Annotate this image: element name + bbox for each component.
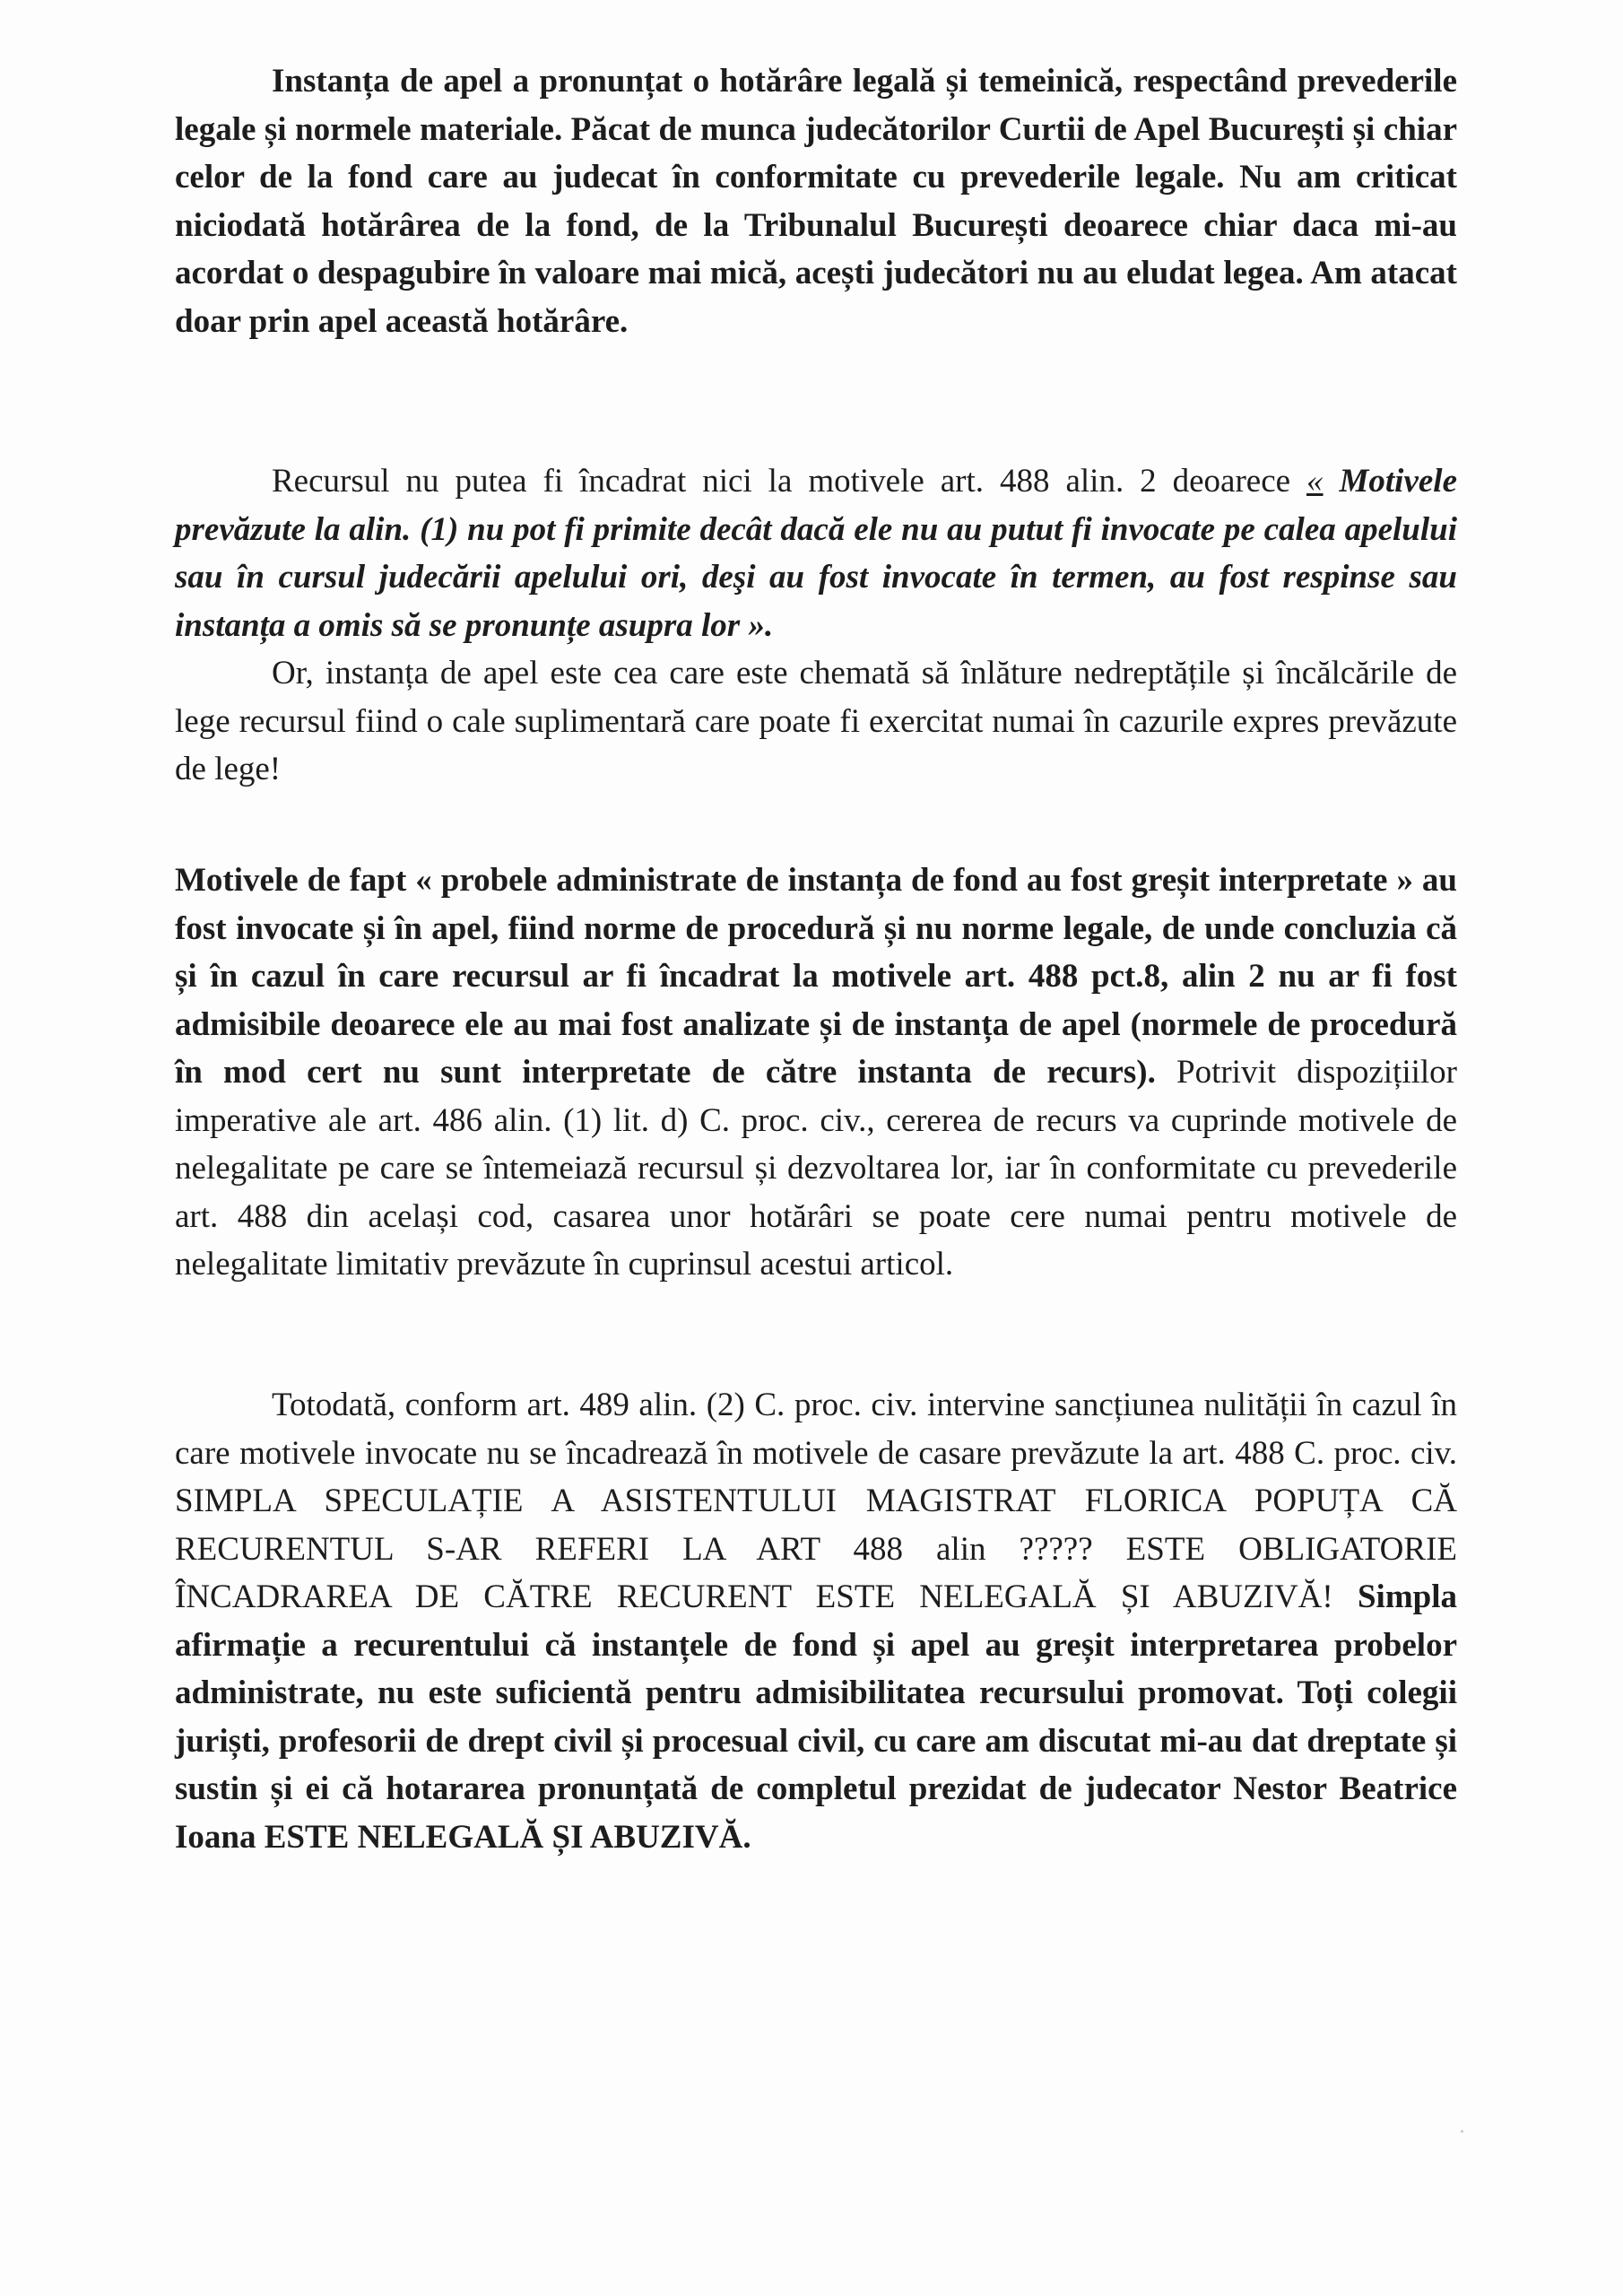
open-quote-mark: « [1306,463,1324,500]
paragraph-2-quote: Motivele prevăzute la alin. (1) nu pot fi primite decât dacă ele nu au putut fi invocate pe calea apelului sau în cursul judecării apelului ori, deşi au fost invocate în termen, au fost respinse sau instanța a omis să se pronunțe asupra lor ». [175,463,1458,644]
scan-speck [1461,2130,1463,2133]
paragraph-1-text: Instanța de apel a pronunțat o hotărâre legală și temeinică, respectând prevederile legale și normele materiale. Păcat de munca judecătorilor Curtii de Apel București și chiar celor de la fond care au judecat în conformitate cu prevederile legale. Nu am criticat niciodată hotărârea de la fond, de la Tribunalul București deoarece chiar daca mi-au acordat o despagubire în valoare mai mică, acești judecători nu au eludat legea. Am atacat doar prin apel această hotărâre. [175,63,1457,340]
paragraph-2 [175,457,1457,794]
paragraph-4-regular: Totodată, conform art. 489 alin. (2) C. proc. civ. intervine sancțiunea nulității în cazul în care motivele invocate nu se încadrează în motivele de casare prevăzute la art. 488 C. proc. civ. SIMPLA SPECULAȚIE A ASISTENTULUI MAGISTRAT FLORICA POPUȚA CĂ RECURENTUL S-AR REFERI LA ART 488 alin ????? ESTE OBLIGATORIE ÎNCADRAREA DE CĂTRE RECURENT ESTE NELEGALĂ ȘI ABUZIVĂ! [175,1387,1457,1615]
paragraph-2-lead: Recursul nu putea fi încadrat nici la motivele art. 488 alin. 2 deoarece [272,463,1307,500]
paragraph-3-regular: Potrivit dispozițiilor imperative ale art. 486 alin. (1) lit. d) C. proc. civ., cererea de recurs va cuprinde motivele de nelegalitate pe care se întemeiază recursul și dezvoltarea lor, iar în conformitate cu prevederile art. 488 din același cod, casarea unor hotărâri se poate cere numai pentru motivele de nelegalitate limitativ prevăzute în cuprinsul acestui articol. [175,1054,1457,1283]
paragraph-4 [175,1381,1457,1861]
paragraph-4-final: ESTE NELEGALĂ ȘI ABUZIVĂ. [264,1818,751,1856]
paragraph-3 [175,857,1457,1289]
paragraph-2-second: Or, instanța de apel este cea care este chemată să înlăture nedreptățile și încălcările de lege recursul fiind o cale suplimentară care poate fi exercitat numai în cazurile expres prevăzute de lege! [175,655,1457,787]
paragraph-1 [175,57,1457,345]
paragraph-3-bold: Motivele de fapt « probele administrate de instanța de fond au fost greșit interpretate » au fost invocate și în apel, fiind norme de procedură și nu norme legale, de unde concluzia că și în cazul în care recursul ar fi încadrat la motivele art. 488 pct.8, alin 2 nu ar fi fost admisibile deoarece ele au mai fost analizate și de instanța de apel (normele de procedură în mod cert nu sunt interpretate de către instanta de recurs). [175,862,1457,1091]
paragraph-4-bold: Simpla afirmație a recurentului că instanțele de fond și apel au greșit interpretarea probelor administrate, nu este suficientă pentru admisibilitatea recursului promovat. Toți colegii juriști, profesorii de drept civil și procesual civil, cu care am discutat mi-au dat dreptate și sustin și ei că hotararea pronunțată de completul prezidat de judecator Nestor Beatrice Ioana [175,1578,1457,1856]
